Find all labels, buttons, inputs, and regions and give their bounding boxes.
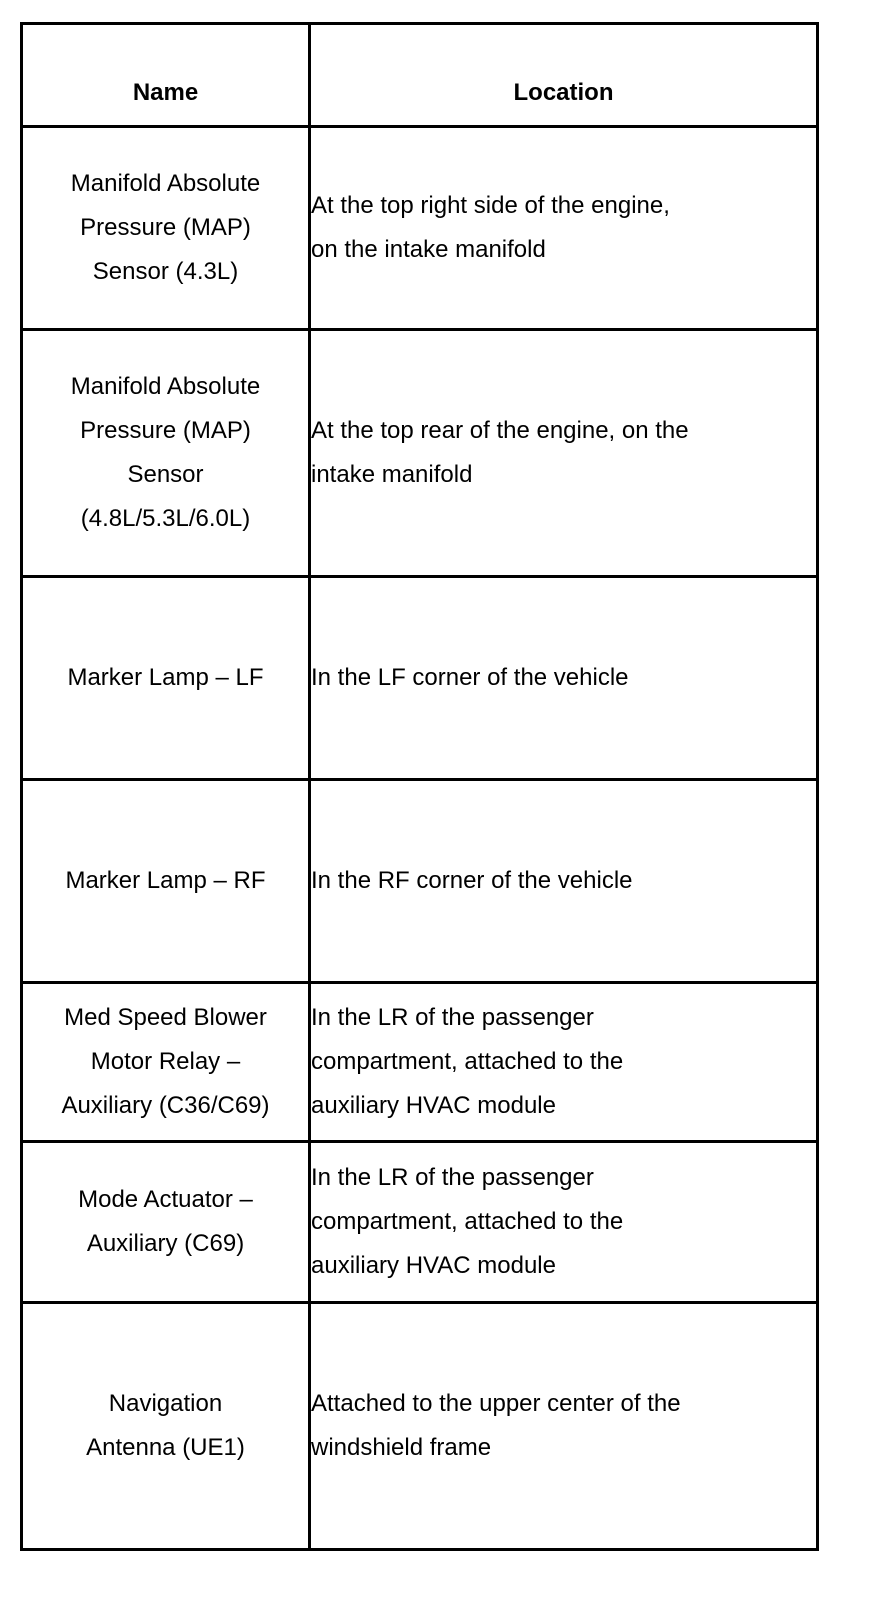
table-row: [22, 330, 818, 577]
location-column-header: Location: [310, 24, 818, 127]
component-location-cell: [310, 983, 818, 1142]
table-row: [22, 1142, 818, 1303]
table-row: [22, 780, 818, 983]
component-name: Marker Lamp – RF: [65, 867, 266, 894]
component-location-cell: [310, 127, 818, 330]
component-location-table: [20, 22, 819, 1551]
table-row: [22, 1303, 818, 1550]
component-location: In the LR of the passenger compartment, attached to the auxiliary HVAC module: [311, 1164, 624, 1279]
component-name-cell: [22, 577, 310, 780]
component-location: At the top right side of the engine, on the intake manifold: [311, 192, 670, 263]
component-name-cell: [22, 1142, 310, 1303]
component-name-cell: [22, 1303, 310, 1550]
header-row: [22, 24, 818, 127]
table-row: [22, 577, 818, 780]
component-name: Manifold Absolute Pressure (MAP) Sensor (4.3L): [70, 170, 261, 285]
component-name-cell: [22, 330, 310, 577]
component-location-cell: [310, 330, 818, 577]
component-location: Attached to the upper center of the windshield frame: [311, 1390, 681, 1461]
component-name: Med Speed Blower Motor Relay – Auxiliary (C36/C69): [61, 1004, 270, 1119]
component-name-cell: [22, 127, 310, 330]
component-location: In the LR of the passenger compartment, attached to the auxiliary HVAC module: [311, 1004, 624, 1119]
component-location: At the top rear of the engine, on the intake manifold: [311, 417, 689, 488]
component-name-cell: [22, 983, 310, 1142]
component-location-cell: [310, 1303, 818, 1550]
component-location: In the RF corner of the vehicle: [311, 867, 633, 894]
table-row: [22, 127, 818, 330]
name-column-header: Name: [22, 24, 310, 127]
component-name-cell: [22, 780, 310, 983]
component-location-cell: [310, 1142, 818, 1303]
component-name: Marker Lamp – LF: [67, 664, 264, 691]
component-name: Manifold Absolute Pressure (MAP) Sensor (4.8L/5.3L/6.0L): [70, 373, 261, 532]
component-location-cell: [310, 577, 818, 780]
component-location: In the LF corner of the vehicle: [311, 664, 629, 691]
component-name: Navigation Antenna (UE1): [86, 1390, 245, 1461]
component-location-cell: [310, 780, 818, 983]
component-name: Mode Actuator – Auxiliary (C69): [78, 1186, 253, 1257]
table-row: [22, 983, 818, 1142]
